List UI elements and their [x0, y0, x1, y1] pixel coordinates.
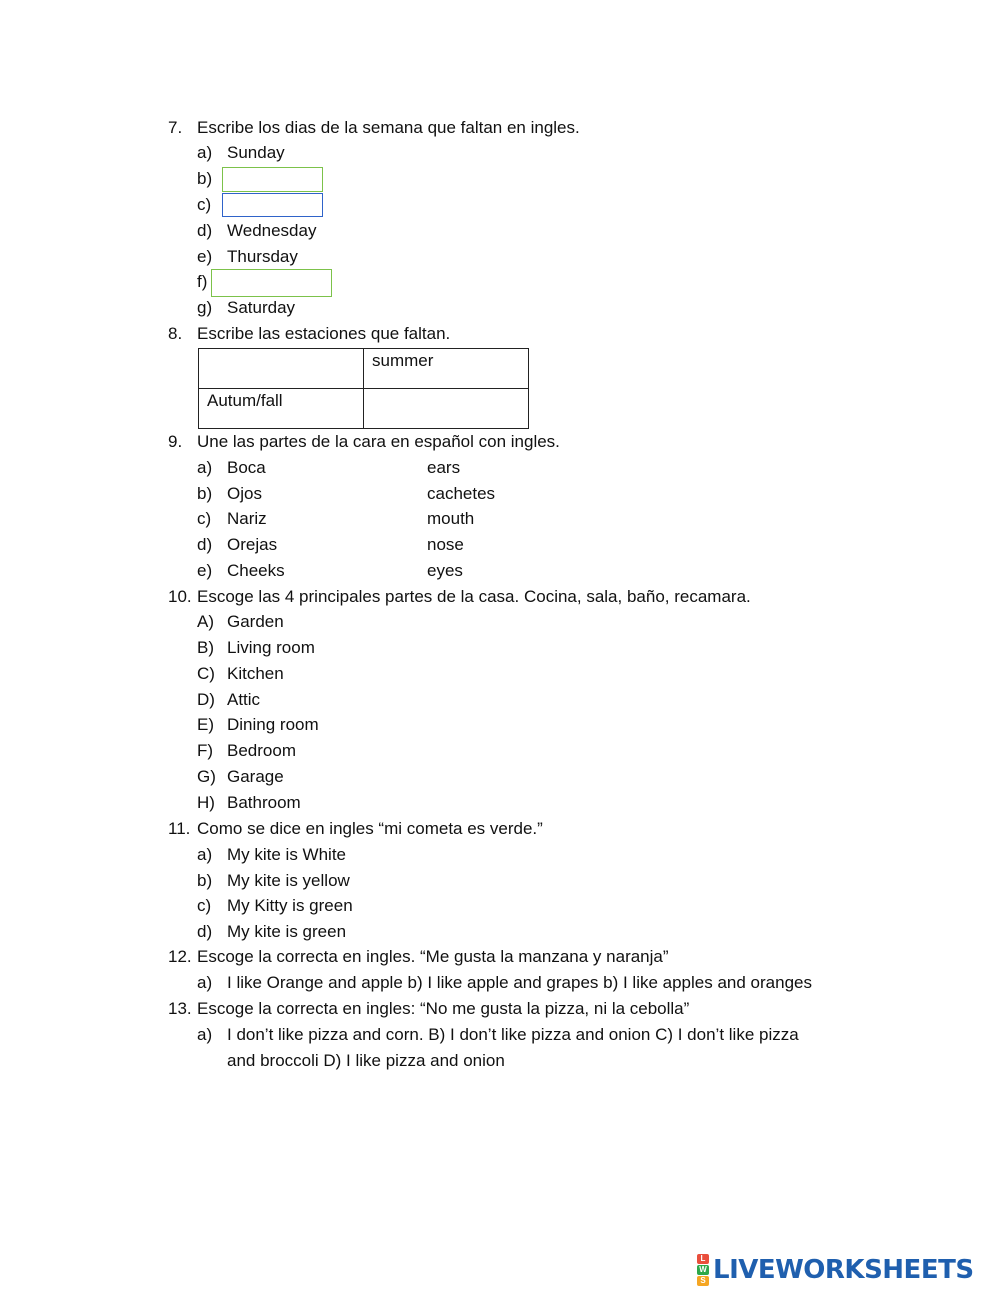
q7-option-g: Saturday [227, 298, 296, 317]
q7-answer-c-input[interactable] [222, 193, 323, 217]
seasons-cell-r2c1: Autum/fall [199, 389, 364, 429]
q11-number: 11. [168, 819, 191, 838]
q10-letter-d: D) [197, 690, 215, 709]
q11-letter-c: c) [197, 896, 212, 915]
seasons-cell-r1c1[interactable] [199, 349, 364, 389]
q11-letter-d: d) [197, 922, 213, 941]
q12-number: 12. [168, 947, 192, 966]
q7-letter-c: c) [197, 195, 212, 214]
q7-letter-f: f) [197, 272, 208, 291]
q13-options-line-1[interactable]: I don’t like pizza and corn. B) I don’t like pizza and onion C) I don’t like pizza [227, 1025, 799, 1044]
q10-option-h[interactable]: Bathroom [227, 793, 301, 812]
q9-letter-c: c) [197, 509, 212, 528]
q7-letter-g: g) [197, 298, 213, 317]
q12-letter-a: a) [197, 973, 213, 992]
q7-prompt: Escribe los dias de la semana que faltan en ingles. [197, 118, 580, 137]
q7-option-e: Thursday [227, 247, 298, 266]
q10-prompt: Escoge las 4 principales partes de la casa. Cocina, sala, baño, recamara. [197, 587, 751, 606]
q7-answer-b-input[interactable] [222, 167, 323, 192]
q9-option-a: Boca [227, 458, 266, 477]
q10-letter-g: G) [197, 767, 216, 786]
q9-match-1[interactable]: ears [427, 458, 461, 477]
seasons-table [198, 348, 529, 429]
q12-prompt: Escoge la correcta en ingles. “Me gusta la manzana y naranja” [197, 947, 669, 966]
q7-option-a: Sunday [227, 143, 285, 162]
q12-options-line[interactable]: I like Orange and apple b) I like apple and grapes b) I like apples and oranges [227, 973, 812, 992]
q11-prompt: Como se dice en ingles “mi cometa es verde.” [197, 819, 543, 838]
q10-letter-h: H) [197, 793, 215, 812]
q7-letter-e: e) [197, 247, 213, 266]
q10-option-a[interactable]: Garden [227, 612, 284, 631]
logo-text: LIVEWORKSHEETS [713, 1255, 974, 1285]
q10-letter-b: B) [197, 638, 214, 657]
q7-letter-a: a) [197, 143, 213, 162]
q10-option-d[interactable]: Attic [227, 690, 261, 709]
q9-option-e: Cheeks [227, 561, 285, 580]
q10-option-f[interactable]: Bedroom [227, 741, 296, 760]
q11-letter-a: a) [197, 845, 213, 864]
q10-letter-e: E) [197, 715, 214, 734]
q9-number: 9. [168, 432, 183, 451]
q9-match-4[interactable]: nose [427, 535, 464, 554]
q8-number: 8. [168, 324, 183, 343]
q9-option-b: Ojos [227, 484, 262, 503]
q9-option-c: Nariz [227, 509, 267, 528]
q11-option-b[interactable]: My kite is yellow [227, 871, 350, 890]
q9-letter-a: a) [197, 458, 213, 477]
q13-options-line-2[interactable]: and broccoli D) I like pizza and onion [227, 1051, 505, 1070]
logo-icon-block-2: W [697, 1265, 709, 1275]
q7-letter-b: b) [197, 169, 213, 188]
liveworksheets-logo [697, 1254, 974, 1286]
q9-match-5[interactable]: eyes [427, 561, 463, 580]
q13-prompt: Escoge la correcta en ingles: “No me gusta la pizza, ni la cebolla” [197, 999, 690, 1018]
liveworksheets-logo-icon [697, 1254, 709, 1286]
logo-icon-block-1: L [697, 1254, 709, 1264]
q10-option-c[interactable]: Kitchen [227, 664, 284, 683]
seasons-cell-r1c2: summer [364, 349, 529, 389]
q10-option-b[interactable]: Living room [227, 638, 315, 657]
q11-option-a[interactable]: My kite is White [227, 845, 347, 864]
q10-option-e[interactable]: Dining room [227, 715, 319, 734]
q9-match-3[interactable]: mouth [427, 509, 475, 528]
q7-option-d: Wednesday [227, 221, 317, 240]
q10-letter-f: F) [197, 741, 214, 760]
q11-letter-b: b) [197, 871, 213, 890]
q10-option-g[interactable]: Garage [227, 767, 284, 786]
q8-prompt: Escribe las estaciones que faltan. [197, 324, 451, 343]
q10-letter-c: C) [197, 664, 215, 683]
q9-letter-b: b) [197, 484, 213, 503]
q13-number: 13. [168, 999, 192, 1018]
q7-number: 7. [168, 118, 183, 137]
seasons-cell-r2c2[interactable] [364, 389, 529, 429]
q13-letter-a: a) [197, 1025, 213, 1044]
q7-letter-d: d) [197, 221, 213, 240]
q11-option-c[interactable]: My Kitty is green [227, 896, 353, 915]
q7-answer-f-input[interactable] [211, 269, 332, 297]
q9-option-d: Orejas [227, 535, 278, 554]
q11-option-d[interactable]: My kite is green [227, 922, 347, 941]
q9-letter-e: e) [197, 561, 213, 580]
q10-number: 10. [168, 587, 192, 606]
q9-letter-d: d) [197, 535, 213, 554]
q9-match-2[interactable]: cachetes [427, 484, 496, 503]
logo-icon-block-3: S [697, 1276, 709, 1286]
q10-letter-a: A) [197, 612, 214, 631]
q9-prompt: Une las partes de la cara en español con ingles. [197, 432, 560, 451]
